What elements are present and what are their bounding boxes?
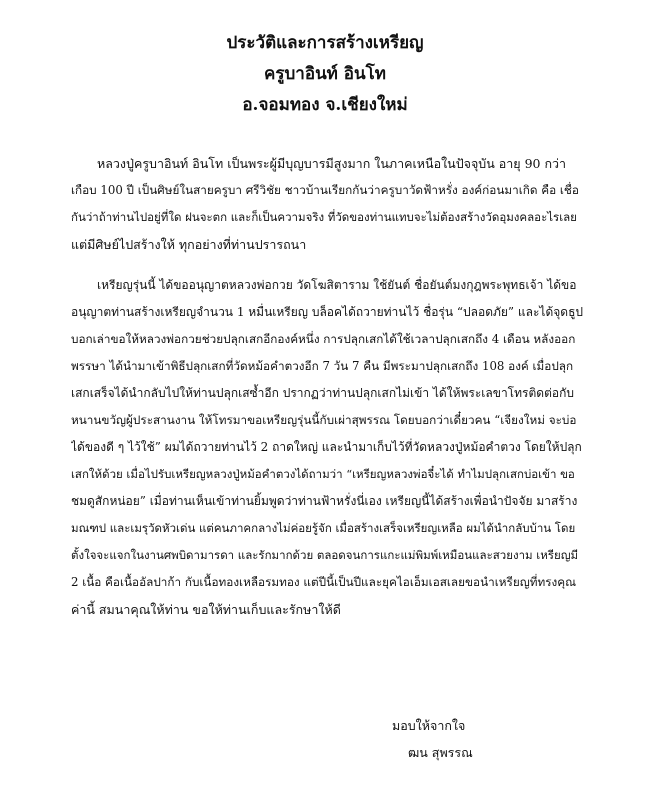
paragraph-2-line: 2 เนื้อ คือเนื้ออัลปาก้า กับเนื้อทองเหลือรมทอง แต่ปีนี้เป็นปีและยุคไอเอ็มเอสเลยขอนำเหรียญที่ทรงคุณ	[71, 575, 577, 589]
paragraph-1-line: เกือบ 100 ปี เป็นศิษย์ในสายครูบา ศรีวิชัย ชาวบ้านเรียกกันว่าครูบาวัดฟ้าหรั่ง องค์ก่อนมาเกิด คือ เชื่อ	[71, 183, 579, 197]
paragraph-2-line: มณฑป และเมรุวัดหัวเด่น แต่คนภาคกลางไม่ค่อยรู้จัก เมื่อสร้างเสร็จเหรียญเหลือ ผมได้นำกลับบ้าน โดย	[71, 521, 576, 535]
title-line-1: ประวัติและการสร้างเหรียญ	[226, 33, 424, 53]
paragraph-1-line: แต่มีศิษย์ไปสร้างให้ ทุกอย่างที่ท่านปรารถนา	[71, 237, 307, 252]
paragraph-2-line: พรรษา ได้นำมาเข้าพิธีปลุกเสกที่วัดหม้อคำตวงอีก 7 วัน 7 คืน มีพระมาปลุกเสกถึง 108 องค์ เมื่อปลุก	[71, 359, 574, 373]
paragraph-2-line: เหรียญรุ่นนี้ ได้ขออนุญาตหลวงพ่อกวย วัดโฆสิตาราม ใช้ยันต์ ชื่อยันต์มงกุฎพระพุทธเจ้า ได้ขอ	[97, 278, 577, 292]
title-line-3: อ.จอมทอง จ.เชียงใหม่	[242, 95, 408, 115]
paragraph-2-line: ชมดูสักหน่อย” เมื่อท่านเห็นเข้าท่านยิ้มพูดว่าท่านฟ้าหรั่งนี่เอง เหรียญนี้ได้สร้างเพื่อนำปัจจัย มาสร้าง	[71, 494, 578, 508]
title-line-2: ครูบาอินท์ อินโท	[264, 64, 386, 84]
signature-name: ฒน สุพรรณ	[408, 745, 473, 760]
paragraph-1-line: กันว่าถ้าท่านไปอยู่ที่ใด ฝนจะตก และก็เป็นความจริง ที่วัดของท่านแทบจะไม่ต้องสร้างวัดอุมงคลอะไรเลย	[71, 210, 577, 224]
signature-greeting: มอบให้จากใจ	[392, 718, 466, 733]
paragraph-2-line: ตั้งใจจะแจกในงานศพบิดามารดา และรักมากด้วย ตลอดจนการแกะแม่พิมพ์เหมือนและสวยงาม เหรียญมี	[71, 548, 579, 562]
paragraph-2-line: อนุญาตท่านสร้างเหรียญจำนวน 1 หมื่นเหรียญ บล็อคได้ถวายท่านไว้ ชื่อรุ่น “ปลอดภัย” และได้จุดธูป	[71, 305, 583, 319]
paragraph-2-line: ได้ของดี ๆ ไว้ใช้” ผมได้ถวายท่านไว้ 2 ถาดใหญ่ และนำมาเก็บไว้ที่วัดหลวงปู่หม้อคำตวง โดยให้ปลุก	[71, 440, 582, 454]
paragraph-2-line: เสกให้ด้วย เมื่อไปรับเหรียญหลวงปู่หม้อคำตวงได้ถามว่า “เหรียญหลวงพ่อจี๋ะได้ ทำไมปลุกเสกบ่อเข้า ขอ	[71, 467, 575, 481]
paragraph-2-line: ค่านี้ สมนาคุณให้ท่าน ขอให้ท่านเก็บและรักษาให้ดี	[71, 602, 341, 617]
paragraph-2	[71, 272, 583, 623]
paragraph-1-line: หลวงปู่ครูบาอินท์ อินโท เป็นพระผู้มีบุญบารมีสูงมาก ในภาคเหนือในปัจจุบัน อายุ 90 กว่า	[97, 156, 567, 171]
paragraph-2-line: หนานขวัญผู้ประสานงาน ให้โทรมาขอเหรียญรุ่นนี้กับเผ่าสุพรรณ โดยบอกว่าเดี๋ยวคน “เจียงใหม่ จะบ่อ	[71, 413, 577, 427]
paragraph-1	[71, 150, 583, 258]
paragraph-2-line: เสกเสร็จได้นำกลับไปให้ท่านปลุกเสซ้ำอีก ปรากฏว่าท่านปลุกเสกไม่เข้า ได้ให้พระเลขาโทรติดต่อกับ	[71, 386, 574, 400]
signature-block	[392, 712, 473, 766]
paragraph-2-line: บอกเล่าขอให้หลวงพ่อกวยช่วยปลุกเสกอีกองค์หนึ่ง การปลุกเสกได้ใช้เวลาปลุกเสกถึง 4 เดือน หลังออก	[71, 332, 576, 346]
document-title	[0, 28, 650, 121]
